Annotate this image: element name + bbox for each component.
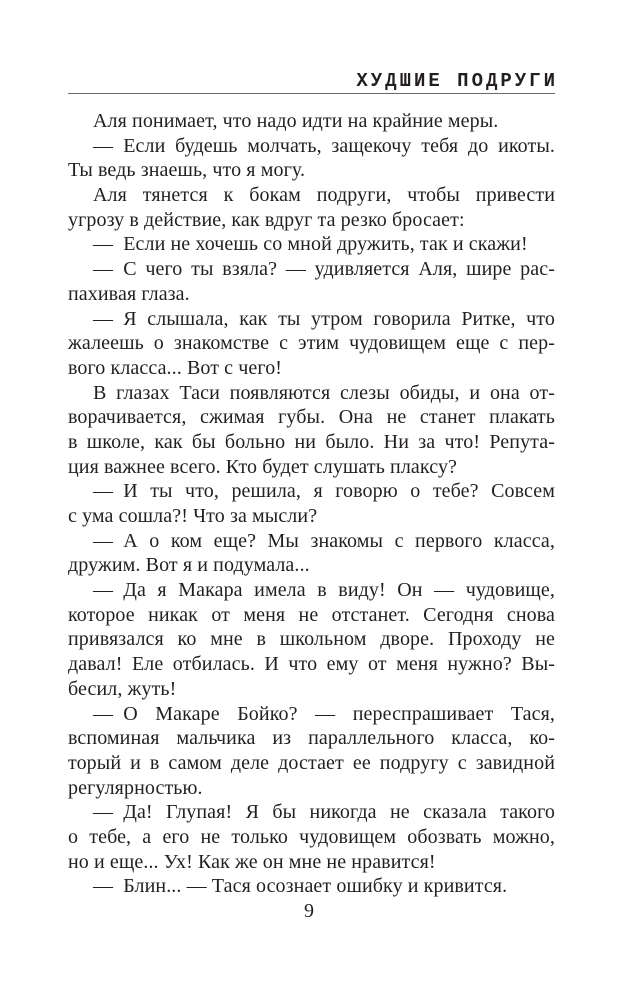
paragraph	[68, 479, 555, 528]
paragraph	[68, 381, 555, 480]
text-line: — Если будешь молчать, защекочу тебя до икоты.	[93, 134, 555, 157]
paragraph	[68, 134, 555, 183]
text-line: но и еще... Ух! Как же он мне не нравится!	[68, 850, 436, 873]
page-number: 9	[304, 900, 314, 922]
text-line: — Если не хочешь со мной дружить, так и скажи!	[93, 233, 528, 256]
text-line: о тебе, а его не только чудовищем обозвать можно,	[68, 825, 555, 848]
text-line: Ты ведь знаешь, что я могу.	[68, 159, 306, 182]
text-line: — А о ком еще? Мы знакомы с первого класса,	[93, 529, 555, 552]
text-line: дружим. Вот я и подумала...	[68, 554, 310, 577]
text-line: с ума сошла?! Что за мысли?	[68, 505, 318, 527]
paragraph	[68, 109, 555, 134]
text-line: ция важнее всего. Кто будет слушать плаксу?	[68, 455, 458, 478]
text-line: — Блин... — Тася осознает ошибку и кривится.	[93, 875, 508, 898]
text-line: в школе, как бы больно ни было. Ни за что! Репута-	[68, 430, 555, 453]
paragraph	[68, 578, 555, 701]
text-line: — И ты что, решила, я говорю о тебе? Совсем	[93, 480, 555, 503]
text-line: — Да я Макара имела в виду! Он — чудовище,	[93, 579, 555, 602]
text-line: вспоминая мальчика из параллельного класса, ко-	[68, 727, 555, 750]
text-line: — С чего ты взяла? — удивляется Аля, шире рас-	[93, 258, 555, 281]
text-line: — Да! Глупая! Я бы никогда не сказала такого	[93, 801, 555, 824]
text-line: которое никак от меня не отстанет. Сегодня снова	[68, 603, 555, 626]
text-line: угрозу в действие, как вдруг та резко бросает:	[68, 208, 465, 231]
text-line: торый и в самом деле достает ее подругу с завидной	[68, 751, 555, 774]
paragraph	[68, 874, 555, 899]
text-line: пахивая глаза.	[68, 282, 190, 305]
paragraph	[68, 529, 555, 578]
text-line: Аля понимает, что надо идти на крайние меры.	[93, 110, 499, 132]
text-line: — О Макаре Бойко? — переспрашивает Тася,	[93, 702, 555, 725]
text-line: — Я слышала, как ты утром говорила Ритке, что	[93, 307, 555, 330]
text-line: ворачивается, сжимая губы. Она не станет плакать	[68, 406, 555, 429]
page-header	[68, 70, 558, 94]
text-line: жалеешь о знакомстве с этим чудовищем еще с пер-	[68, 332, 555, 355]
text-line: регулярностью.	[68, 776, 203, 799]
body-text	[68, 109, 555, 899]
text-line: вого класса... Вот с чего!	[68, 356, 283, 379]
text-line: привязался ко мне в школьном дворе. Проходу не	[68, 628, 555, 651]
paragraph	[68, 702, 555, 801]
paragraph	[68, 257, 555, 306]
text-line: давал! Еле отбилась. И что ему от меня нужно? Вы-	[68, 653, 555, 676]
paragraph	[68, 800, 555, 874]
text-line: В глазах Таси появляются слезы обиды, и она от-	[93, 381, 555, 404]
text-line: Аля тянется к бокам подруги, чтобы привести	[93, 184, 555, 207]
text-line: бесил, жуть!	[68, 677, 177, 700]
paragraph	[68, 307, 555, 381]
running-title: ХУДШИЕ ПОДРУГИ	[356, 70, 558, 92]
paragraph	[68, 183, 555, 232]
paragraph	[68, 232, 555, 257]
